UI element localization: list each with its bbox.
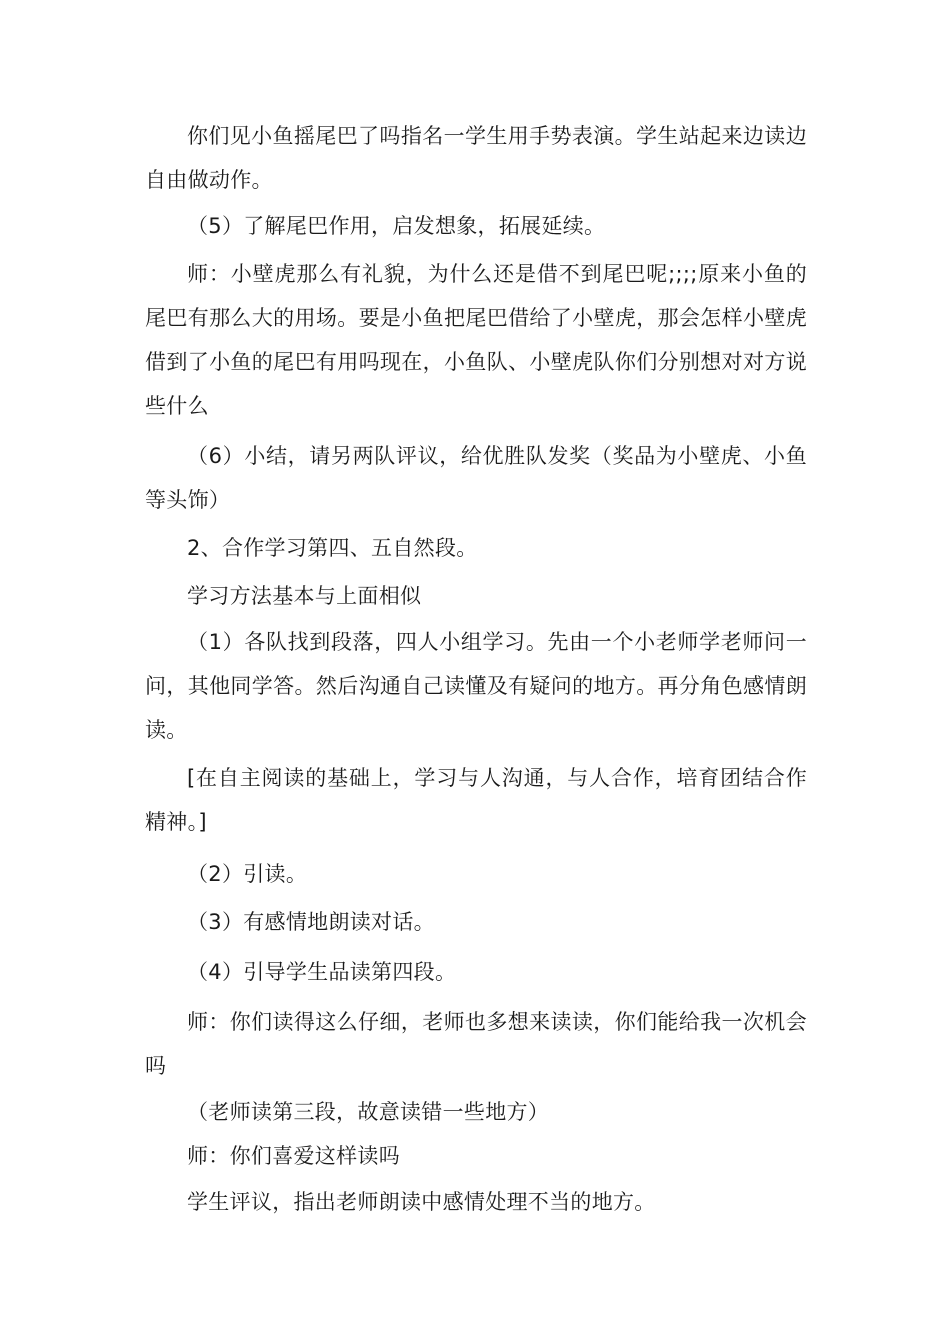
paragraph-3: 师：小壁虎那么有礼貌，为什么还是借不到尾巴呢;;;;原来小鱼的尾巴有那么大的用场。要是小鱼把尾巴借给了小壁虎，那会怎样小壁虎借到了小鱼的尾巴有用吗现在，小鱼队、小壁虎队你们分别想对对方说些什么: [145, 262, 807, 418]
paragraph-1: 你们见小鱼摇尾巴了吗指名一学生用手势表演。学生站起来边读边自由做动作。: [145, 124, 807, 192]
paragraph-2: （5）了解尾巴作用，启发想象，拓展延续。: [187, 214, 606, 238]
paragraph-11: （4）引导学生品读第四段。: [187, 960, 457, 984]
paragraph-9: （2）引读。: [187, 862, 308, 886]
paragraph-8: [在自主阅读的基础上，学习与人沟通，与人合作，培育团结合作精神。]: [145, 766, 807, 834]
paragraph-15: 学生评议，指出老师朗读中感情处理不当的地方。: [187, 1190, 656, 1214]
paragraph-5: 2、合作学习第四、五自然段。: [187, 536, 478, 560]
paragraph-10: （3）有感情地朗读对话。: [187, 910, 435, 934]
paragraph-13: （老师读第三段，故意读错一些地方）: [187, 1100, 550, 1124]
paragraph-6: 学习方法基本与上面相似: [187, 584, 422, 608]
paragraph-12: 师：你们读得这么仔细，老师也多想来读读，你们能给我一次机会吗: [145, 1010, 807, 1078]
paragraph-14: 师：你们喜爱这样读吗: [187, 1144, 400, 1168]
paragraph-7: （1）各队找到段落，四人小组学习。先由一个小老师学老师问一问，其他同学答。然后沟通自己读懂及有疑问的地方。再分角色感情朗读。: [145, 630, 807, 742]
paragraph-4: （6）小结，请另两队评议，给优胜队发奖（奖品为小壁虎、小鱼等头饰）: [145, 444, 807, 512]
